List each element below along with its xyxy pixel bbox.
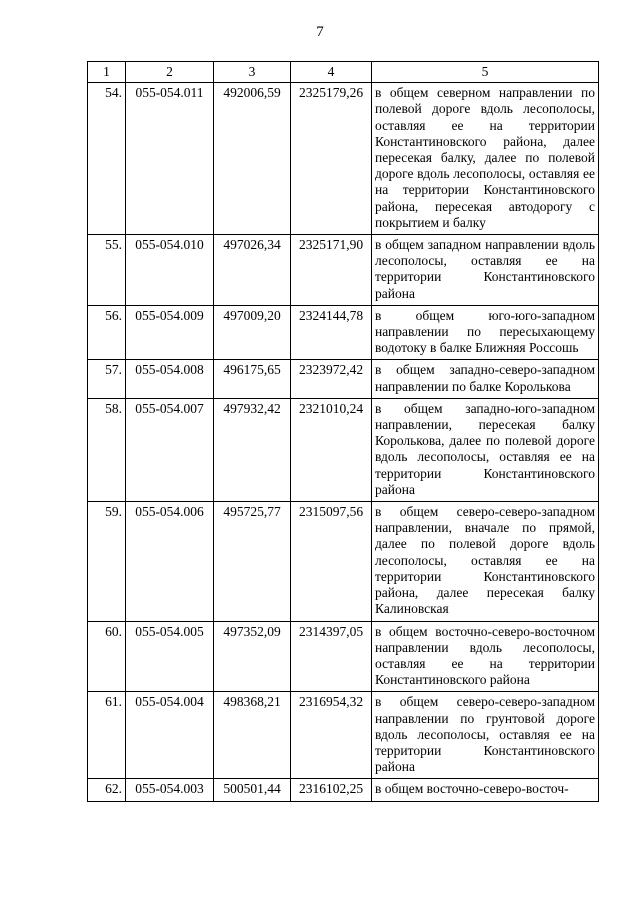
coordinate-x: 497352,09 — [214, 621, 291, 692]
coordinate-y: 2314397,05 — [291, 621, 372, 692]
boundary-description: в общем восточно-северо-восточ- — [372, 779, 599, 801]
coordinate-x: 492006,59 — [214, 83, 291, 235]
column-header: 2 — [126, 62, 214, 83]
table-row — [88, 83, 599, 235]
coordinate-x: 498368,21 — [214, 692, 291, 779]
point-code: 055-054.009 — [126, 305, 214, 360]
table-row — [88, 235, 599, 306]
boundary-description: в общем северном направлении по полевой дороге вдоль лесополосы, оставляя ее на территории Константиновского района, далее пересекая балку, далее по полевой дороге вдоль лесополосы, оставляя ее на территории Константиновского района, пересекая автодорогу с покрытием и балку — [372, 83, 599, 235]
column-header: 3 — [214, 62, 291, 83]
column-header: 1 — [88, 62, 126, 83]
point-code: 055-054.005 — [126, 621, 214, 692]
boundary-description: в общем северо-северо-западном направлении, вначале по прямой, далее по полевой дороге вдоль лесополосы, оставляя ее на территории Константиновского района, далее пересекая балку Калиновская — [372, 502, 599, 621]
row-number: 58. — [88, 398, 126, 501]
column-header: 4 — [291, 62, 372, 83]
coordinate-y: 2315097,56 — [291, 502, 372, 621]
row-number: 61. — [88, 692, 126, 779]
point-code: 055-054.011 — [126, 83, 214, 235]
boundary-description: в общем восточно-северо-восточном направлении вдоль лесополосы, оставляя ее на территории Константиновского района — [372, 621, 599, 692]
row-number: 55. — [88, 235, 126, 306]
point-code: 055-054.006 — [126, 502, 214, 621]
point-code: 055-054.008 — [126, 360, 214, 398]
coordinate-x: 496175,65 — [214, 360, 291, 398]
boundary-table — [87, 61, 599, 802]
boundary-description: в общем юго-юго-западном направлении по пересыхающему водотоку в балке Ближняя Россошь — [372, 305, 599, 360]
coordinate-y: 2323972,42 — [291, 360, 372, 398]
point-code: 055-054.010 — [126, 235, 214, 306]
coordinate-x: 495725,77 — [214, 502, 291, 621]
coordinate-x: 497009,20 — [214, 305, 291, 360]
coordinate-y: 2321010,24 — [291, 398, 372, 501]
page-number: 7 — [316, 24, 324, 40]
coordinate-y: 2325171,90 — [291, 235, 372, 306]
row-number: 57. — [88, 360, 126, 398]
column-header: 5 — [372, 62, 599, 83]
boundary-description: в общем западном направлении вдоль лесополосы, оставляя ее на территории Константиновского района — [372, 235, 599, 306]
row-number: 56. — [88, 305, 126, 360]
table-row — [88, 779, 599, 801]
boundary-description: в общем северо-северо-западном направлении по грунтовой дороге вдоль лесополосы, оставляя ее на территории Константиновского района — [372, 692, 599, 779]
point-code: 055-054.007 — [126, 398, 214, 501]
table-row — [88, 305, 599, 360]
coordinate-x: 500501,44 — [214, 779, 291, 801]
boundary-description: в общем западно-юго-западном направлении, пересекая балку Королькова, далее по полевой дороге вдоль лесополосы, оставляя ее на территории Константиновского района — [372, 398, 599, 501]
coordinate-y: 2316102,25 — [291, 779, 372, 801]
row-number: 60. — [88, 621, 126, 692]
row-number: 54. — [88, 83, 126, 235]
row-number: 59. — [88, 502, 126, 621]
coordinate-y: 2325179,26 — [291, 83, 372, 235]
point-code: 055-054.003 — [126, 779, 214, 801]
row-number: 62. — [88, 779, 126, 801]
table-header-row — [88, 62, 599, 83]
table-row — [88, 692, 599, 779]
table-row — [88, 398, 599, 501]
point-code: 055-054.004 — [126, 692, 214, 779]
table-row — [88, 621, 599, 692]
table-row — [88, 502, 599, 621]
boundary-description: в общем западно-северо-западном направлении по балке Королькова — [372, 360, 599, 398]
coordinate-y: 2316954,32 — [291, 692, 372, 779]
coordinate-y: 2324144,78 — [291, 305, 372, 360]
table-row — [88, 360, 599, 398]
coordinate-x: 497026,34 — [214, 235, 291, 306]
coordinate-x: 497932,42 — [214, 398, 291, 501]
